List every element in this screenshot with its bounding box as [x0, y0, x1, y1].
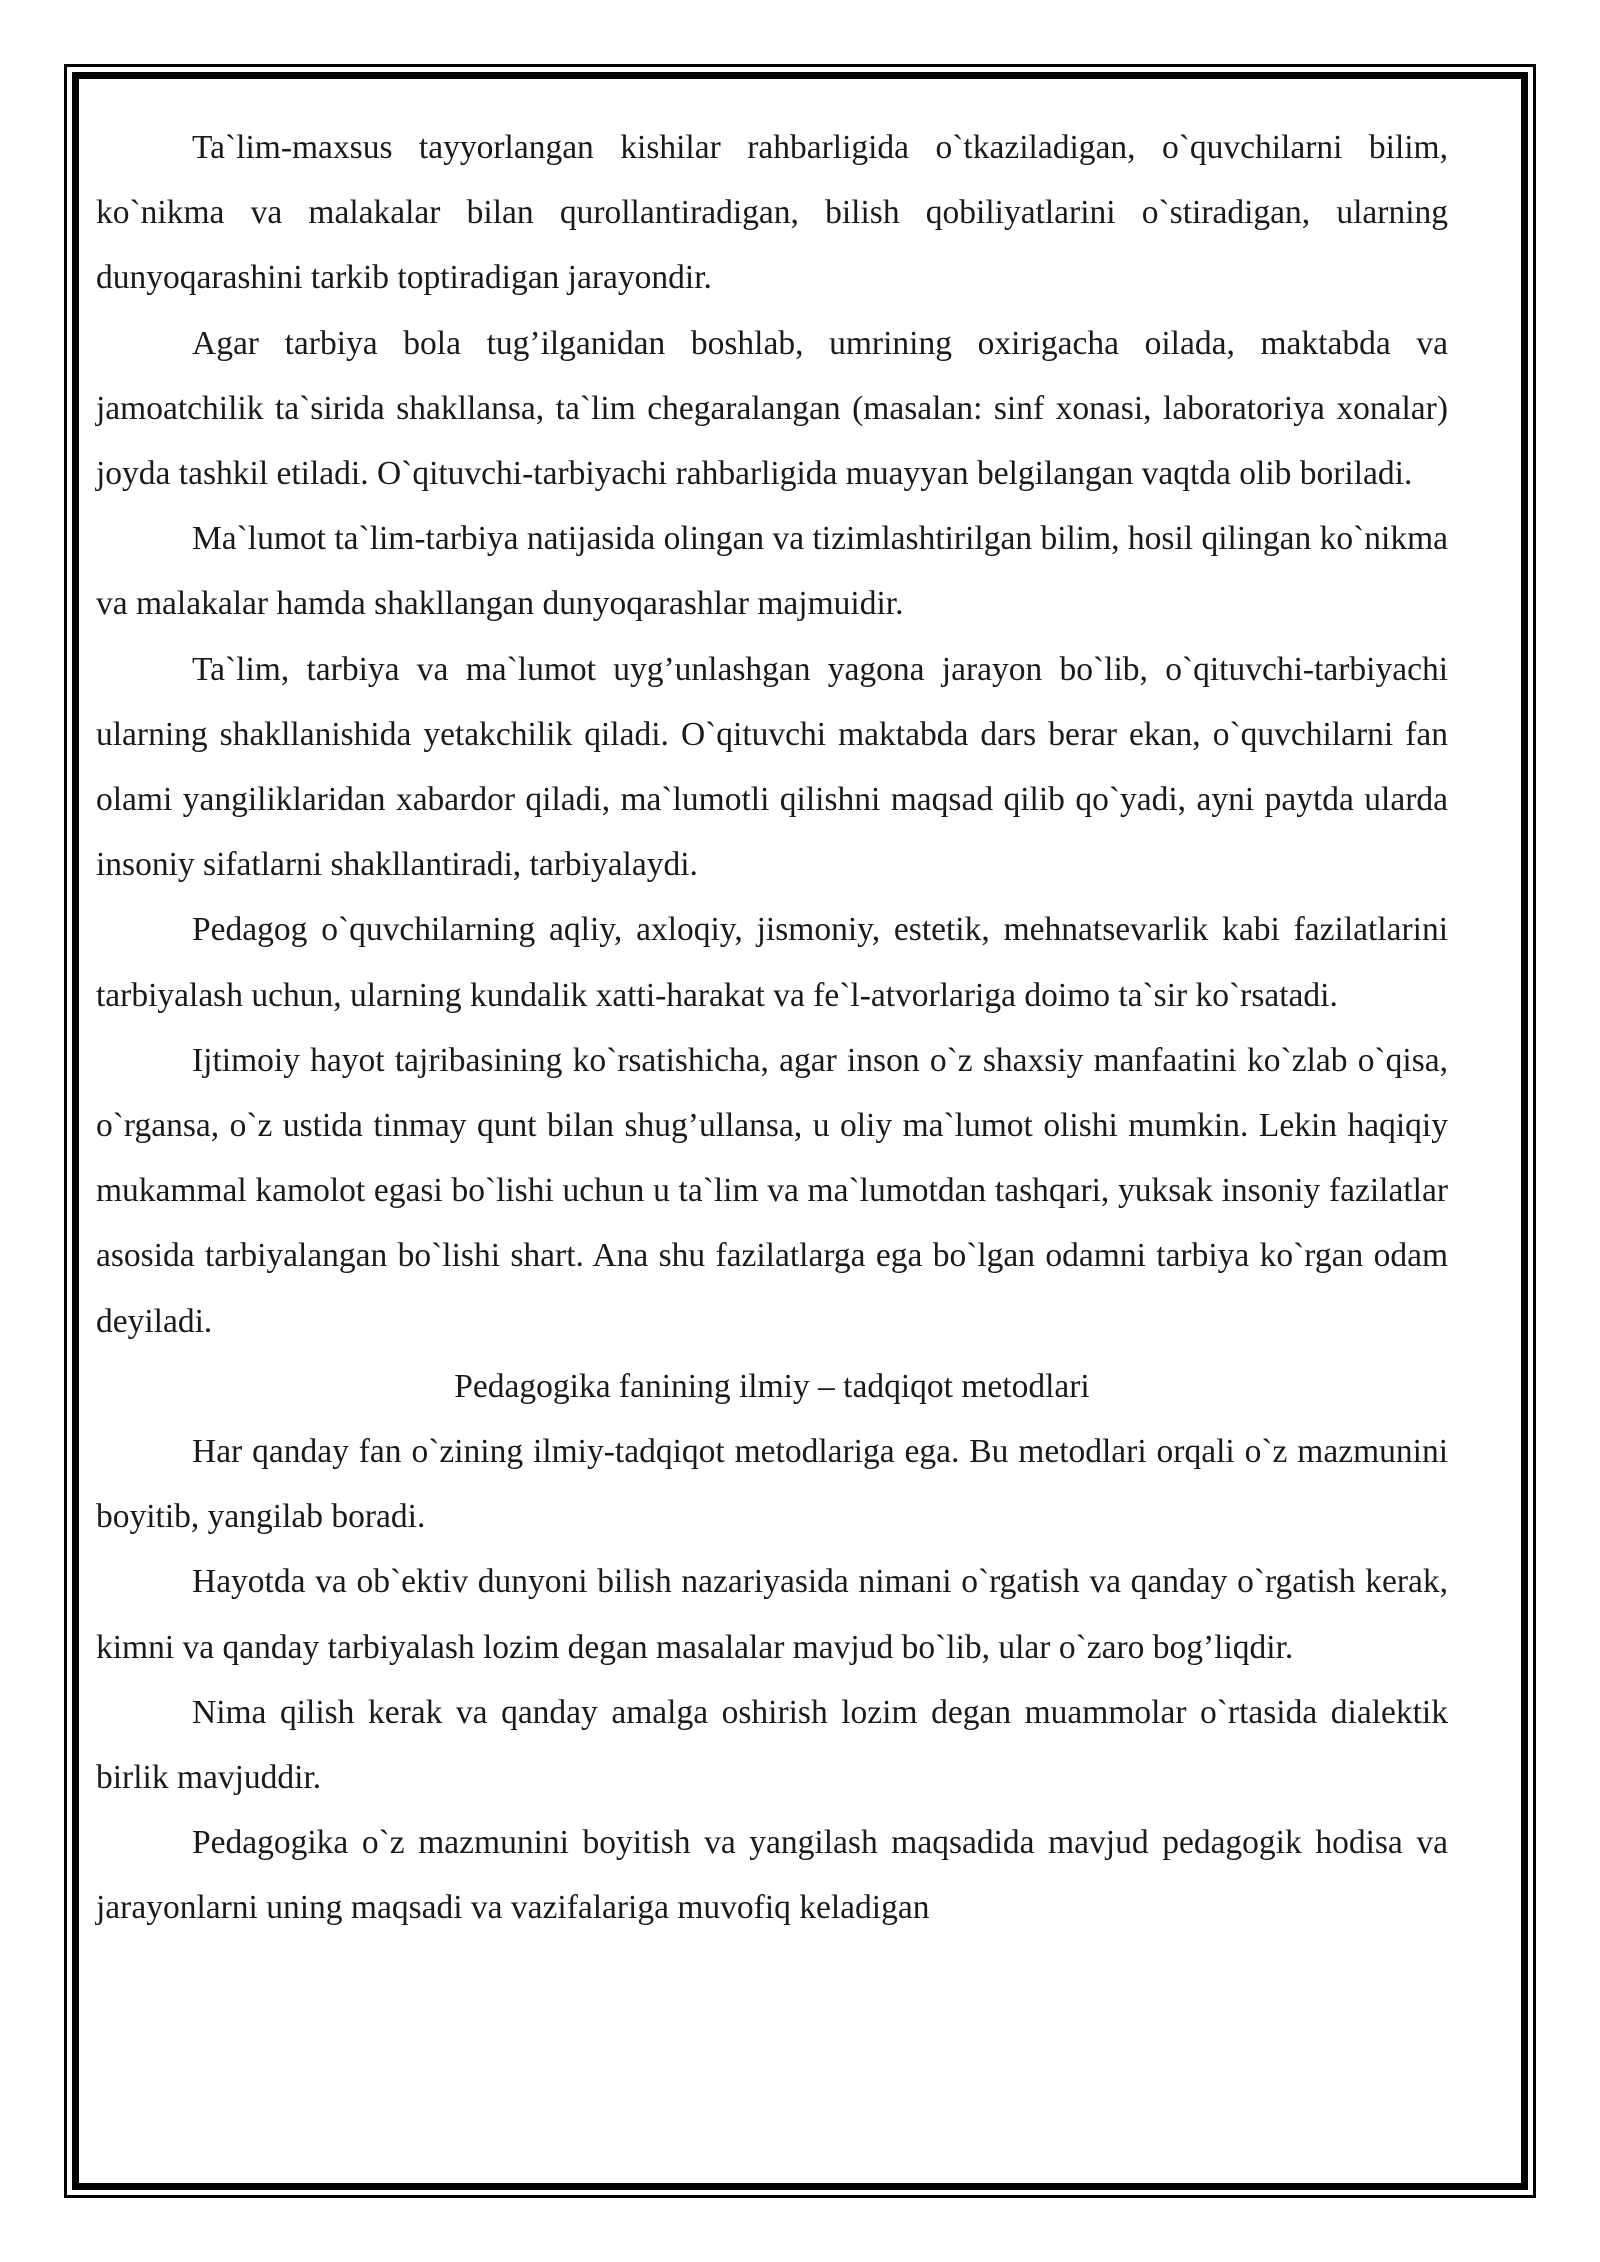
paragraph-dialectic-unity: Nima qilish kerak va qanday amalga oshirish lozim degan muammolar o`rtasida dialektik birlik mavjuddir. — [96, 1693, 1448, 1797]
paragraph-tarbiya-vs-talim: Agar tarbiya bola tug’ilganidan boshlab, umrining oxirigacha oilada, maktabda va jamoatchilik ta`sirida shakllansa, ta`lim chegaralangan (masalan: sinf xonasi, laboratoriya xonalar) joyda tashkil etiladi. O`qituvchi-tarbiyachi rahbarligida muayyan belgilangan vaqtda olib boriladi. — [96, 324, 1448, 493]
paragraph-malumot-definition: Ma`lumot ta`lim-tarbiya natijasida olingan va tizimlashtirilgan bilim, hosil qilingan ko`nikma va malakalar hamda shakllangan dunyoqarashlar majmuidir. — [96, 520, 1449, 623]
document-body — [96, 115, 1448, 1941]
paragraph-talim-definition: Ta`lim-maxsus tayyorlangan kishilar rahbarligida o`tkaziladigan, o`quvchilarni bilim, ko`nikma va malakalar bilan qurollantiradigan, bilish qobiliyatlarini o`stiradigan, ularning dunyoqarashini tarkib toptiradigan jarayondir. — [96, 129, 1448, 297]
paragraph-pedagogy-enrichment: Pedagogika o`z mazmunini boyitish va yangilash maqsadida mavjud pedagogik hodisa va jarayonlarni uning maqsadi va vazifalariga muvofiq keladigan — [96, 1824, 1448, 1927]
paragraph-research-methods: Har qanday fan o`zining ilmiy-tadqiqot metodlariga ega. Bu metodlari orqali o`z mazmunini boyitib, yangilab boradi. — [96, 1433, 1448, 1536]
paragraph-what-to-teach: Hayotda va ob`ektiv dunyoni bilish nazariyasida nimani o`rgatish va qanday o`rgatish kerak, kimni va qanday tarbiyalash lozim degan masalalar mavjud bo`lib, ular o`zaro bog’liqdir. — [96, 1563, 1448, 1666]
section-heading: Pedagogika fanining ilmiy – tadqiqot metodlari — [454, 1367, 1090, 1405]
paragraph-pedagog-role: Pedagog o`quvchilarning aqliy, axloqiy, jismoniy, estetik, mehnatsevarlik kabi fazilatlarini tarbiyalash uchun, ularning kundalik xatti-harakat va fe`l-atvorlariga doimo ta`sir ko`rsatadi. — [96, 911, 1448, 1014]
paragraph-social-experience: Ijtimoiy hayot tajribasining ko`rsatishicha, agar inson o`z shaxsiy manfaatini ko`zlab o`qisa, o`rgansa, o`z ustida tinmay qunt bilan shug’ullansa, u oliy ma`lumot olishi mumkin. Lekin haqiqiy mukammal kamolot egasi bo`lishi uchun u ta`lim va ma`lumotdan tashqari, yuksak insoniy fazilatlar asosida tarbiyalangan bo`lishi shart. Ana shu fazilatlarga ega bo`lgan odamni tarbiya ko`rgan odam deyiladi. — [96, 1041, 1448, 1340]
paragraph-unified-process: Ta`lim, tarbiya va ma`lumot uyg’unlashgan yagona jarayon bo`lib, o`qituvchi-tarbiyachi ularning shakllanishida yetakchilik qiladi. O`qituvchi maktabda dars berar ekan, o`quvchilarni fan olami yangiliklaridan xabardor qiladi, ma`lumotli qilishni maqsad qilib qo`yadi, ayni paytda ularda insoniy sifatlarni shakllantiradi, tarbiyalaydi. — [96, 650, 1448, 884]
